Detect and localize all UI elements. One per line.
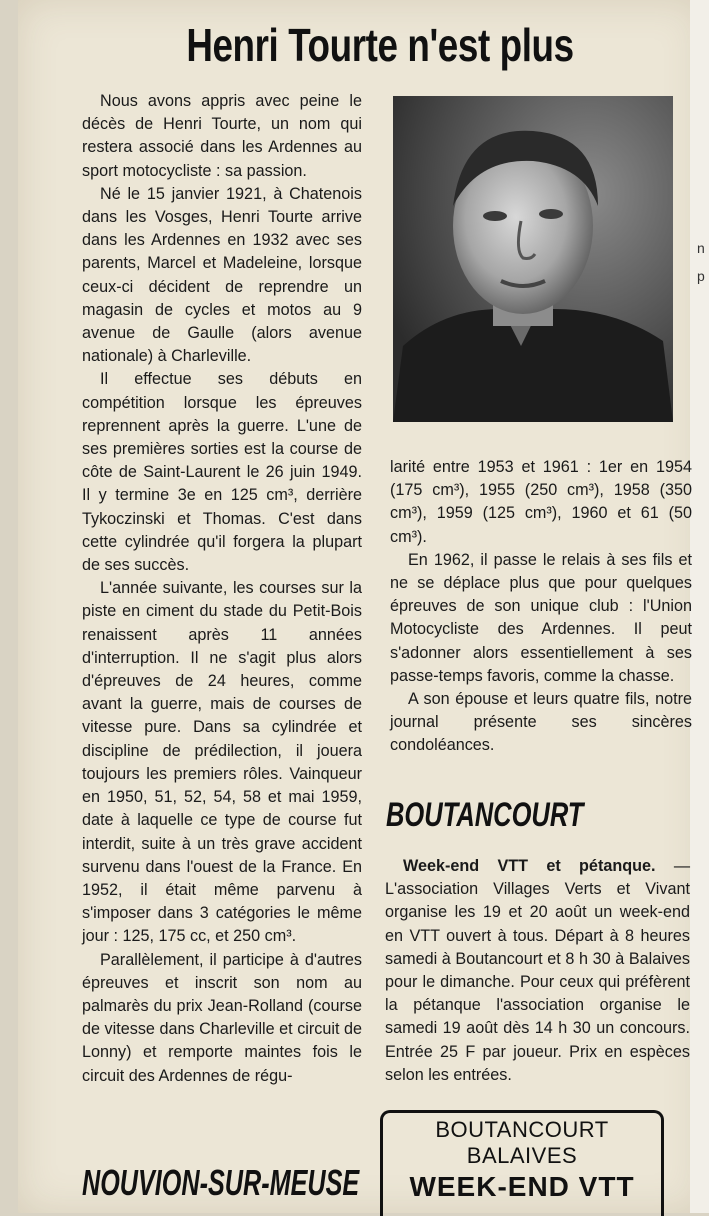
paragraph: larité entre 1953 et 1961 : 1er en 1954 (175 cm³), 1955 (250 cm³), 1958 (350 cm³), 1959 (125 cm³), 1960 et 61 (50 cm³). bbox=[390, 458, 692, 546]
edge-letter: p bbox=[697, 268, 705, 284]
boutancourt-subhead: Week-end VTT et pétanque. bbox=[403, 857, 656, 875]
right-column bbox=[390, 456, 692, 758]
paragraph: En 1962, il passe le relais à ses fils et ne se déplace plus que pour quelques épreuves de son unique club : l'Union Motocycliste des Ardennes. Il peut s'adonner alors essentiellement à ses passe-temps favoris, comme la chasse. bbox=[390, 550, 692, 685]
headline: Henri Tourte n'est plus bbox=[186, 19, 574, 71]
adjacent-page-edge bbox=[690, 0, 709, 1213]
boutancourt-box bbox=[380, 1110, 664, 1216]
portrait-image bbox=[393, 96, 673, 422]
nouvion-title: NOUVION-SUR-MEUSE bbox=[82, 1162, 360, 1203]
box-line: WEEK-END VTT bbox=[409, 1171, 635, 1202]
boutancourt-body: — L'association Villages Verts et Vivant organise les 19 et 20 août un week-end en VTT ouvert à tous. Départ à 8 heures samedi à Boutancourt et 8 h 30 à Balaives pour le dimanche. Pour ceux qui préfèrent la pétanque l'association organise le samedi 19 août dès 14 h 30 un concours. Entrée 25 F par joueur. Prix en espèces selon les entrées. bbox=[385, 857, 690, 1084]
boutancourt-title: BOUTANCOURT bbox=[386, 796, 584, 834]
paragraph: Nous avons appris avec peine le décès de Henri Tourte, un nom qui restera associé dans les Ardennes au sport motocycliste : sa passion. bbox=[82, 92, 362, 180]
edge-letter: n bbox=[697, 240, 705, 256]
boutancourt-article bbox=[385, 855, 690, 1087]
left-column bbox=[82, 90, 362, 1088]
box-line: BALAIVES bbox=[466, 1143, 578, 1168]
paragraph: Il effectue ses débuts en compétition lorsque les épreuves reprennent après la guerre. L'une de ses premières sorties est la course de côte de Saint-Laurent le 26 juin 1949. Il y termine 3e en 125 cm³, derrière Tykoczinski et Thomas. C'est dans cette cylindrée qu'il forgera la plupart de ses succès. bbox=[82, 370, 362, 575]
box-line: BOUTANCOURT bbox=[435, 1117, 609, 1142]
paragraph: Né le 15 janvier 1921, à Chatenois dans les Vosges, Henri Tourte arrive dans les Ardennes en 1932 avec ses parents, Marcel et Madeleine, lorsque ceux-ci décident de reprendre un magasin de cycles et motos au 9 avenue de Gaulle (alors avenue nationale) à Charleville. bbox=[82, 184, 362, 366]
paragraph: L'année suivante, les courses sur la piste en ciment du stade du Petit-Bois renaissent après 11 années d'interruption. Il ne s'agit plus alors d'épreuves de 24 heures, comme avant la guerre, mais de courses de vitesse pure. Dans sa cylindrée et discipline de prédilection, il jouera toujours les premiers rôles. Vainqueur en 1950, 51, 52, 54, 58 et mai 1959, date à laquelle ce type de course fut interdit, suite à un très grave accident survenu dans l'ouest de la France. En 1952, il était même parvenu à s'imposer dans 3 catégories le même jour : 125, 175 cc, et 250 cm³. bbox=[82, 579, 362, 946]
paragraph: Parallèlement, il participe à d'autres épreuves et inscrit son nom au palmarès du prix Jean-Rolland (course de vitesse dans Charleville et circuit de Lonny) et remporte maintes fois le circuit des Ardennes de régu- bbox=[82, 950, 362, 1085]
portrait-photo bbox=[393, 96, 673, 422]
paragraph: A son épouse et leurs quatre fils, notre journal présente ses sincères condoléances. bbox=[390, 690, 692, 755]
